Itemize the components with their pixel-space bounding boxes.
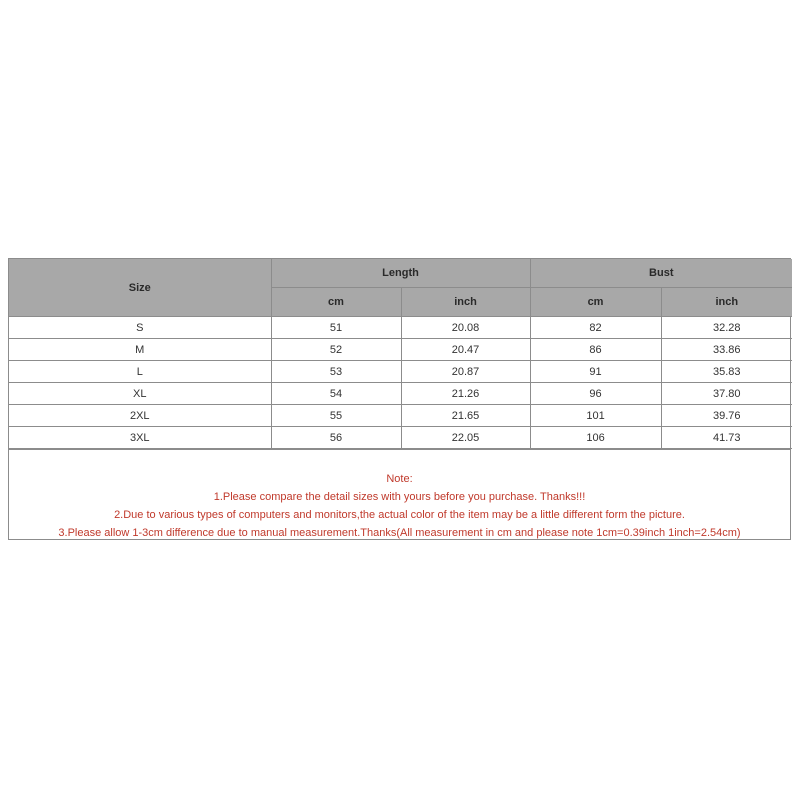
- size-cell: S: [9, 317, 271, 339]
- bust-header: Bust: [530, 259, 792, 288]
- table-row: [9, 405, 792, 427]
- table-row: [9, 383, 792, 405]
- table-row: [9, 427, 792, 449]
- note-line-3: 3.Please allow 1-3cm difference due to manual measurement.Thanks(All measurement in cm and please note 1cm=0.39inch 1inch=2.54cm): [58, 527, 741, 539]
- note-line-1: 1.Please compare the detail sizes with yours before you purchase. Thanks!!!: [213, 491, 586, 503]
- length-cm-cell: 56: [271, 427, 401, 449]
- length-inch-cell: 20.47: [401, 339, 530, 361]
- bust-inch-cell: 35.83: [661, 361, 792, 383]
- bust-cm-cell: 101: [530, 405, 661, 427]
- size-table: [9, 259, 792, 449]
- size-cell: 2XL: [9, 405, 271, 427]
- size-cell: L: [9, 361, 271, 383]
- length-inch-header: inch: [401, 288, 530, 317]
- bust-inch-header: inch: [661, 288, 792, 317]
- length-cm-cell: 55: [271, 405, 401, 427]
- bust-inch-cell: 37.80: [661, 383, 792, 405]
- bust-inch-cell: 41.73: [661, 427, 792, 449]
- bust-cm-cell: 82: [530, 317, 661, 339]
- table-row: [9, 317, 792, 339]
- bust-cm-header: cm: [530, 288, 661, 317]
- bust-cm-cell: 86: [530, 339, 661, 361]
- notes-section: [9, 449, 790, 539]
- length-inch-cell: 22.05: [401, 427, 530, 449]
- length-inch-cell: 20.08: [401, 317, 530, 339]
- length-cm-cell: 53: [271, 361, 401, 383]
- bust-cm-cell: 106: [530, 427, 661, 449]
- bust-cm-cell: 96: [530, 383, 661, 405]
- size-cell: 3XL: [9, 427, 271, 449]
- length-header: Length: [271, 259, 530, 288]
- bust-cm-cell: 91: [530, 361, 661, 383]
- table-row: [9, 339, 792, 361]
- header-row-groups: [9, 259, 792, 288]
- bust-inch-cell: 39.76: [661, 405, 792, 427]
- size-cell: M: [9, 339, 271, 361]
- bust-inch-cell: 33.86: [661, 339, 792, 361]
- length-cm-cell: 52: [271, 339, 401, 361]
- bust-inch-cell: 32.28: [661, 317, 792, 339]
- length-cm-header: cm: [271, 288, 401, 317]
- length-inch-cell: 20.87: [401, 361, 530, 383]
- size-cell: XL: [9, 383, 271, 405]
- size-chart: [8, 258, 791, 540]
- size-header: Size: [9, 259, 271, 317]
- length-cm-cell: 51: [271, 317, 401, 339]
- length-cm-cell: 54: [271, 383, 401, 405]
- notes-title: Note:: [386, 473, 413, 485]
- note-line-2: 2.Due to various types of computers and monitors,the actual color of the item may be a little different form the picture.: [114, 509, 685, 521]
- length-inch-cell: 21.26: [401, 383, 530, 405]
- table-row: [9, 361, 792, 383]
- length-inch-cell: 21.65: [401, 405, 530, 427]
